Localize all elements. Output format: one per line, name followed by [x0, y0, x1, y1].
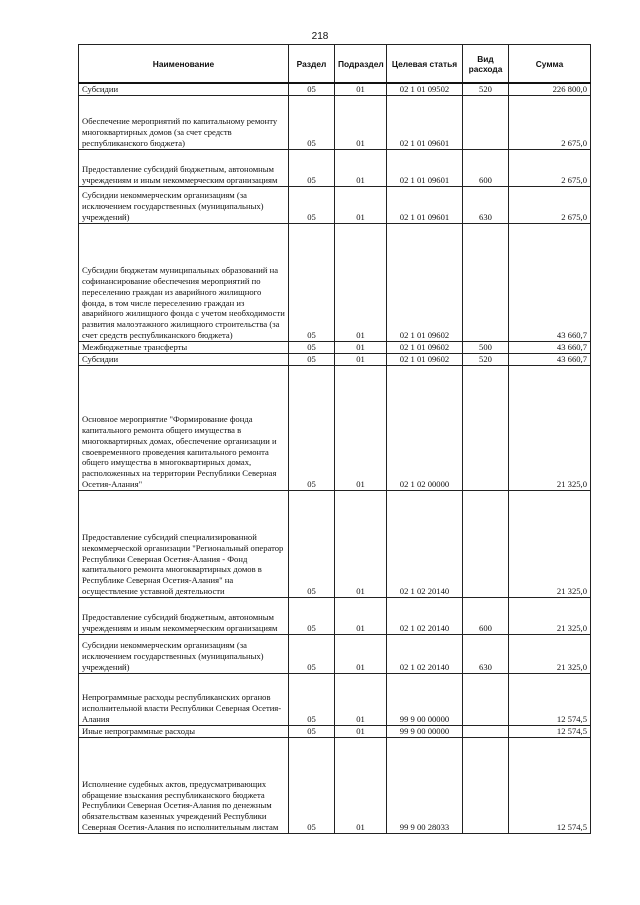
row-section: 05: [289, 365, 335, 490]
row-sum: 21 325,0: [509, 490, 591, 597]
row-sum: 21 325,0: [509, 634, 591, 673]
row-target: 02 1 02 00000: [387, 365, 463, 490]
header-target-item: Целевая статья: [387, 45, 463, 84]
row-name: Предоставление субсидий специализированной некоммерческой организации "Региональный оператор Республики Северная Осетия-Алания - Фонд капитального ремонта многоквартирных домов в Республике Северная Осетия-Алания" на осуществление уставной деятельности: [79, 490, 289, 597]
row-type: [463, 95, 509, 149]
row-type: 630: [463, 634, 509, 673]
table-row: [79, 365, 591, 490]
row-type: [463, 223, 509, 341]
table-row: [79, 341, 591, 353]
row-section: 05: [289, 490, 335, 597]
row-target: 02 1 01 09601: [387, 95, 463, 149]
row-name: Исполнение судебных актов, предусматривающих обращение взыскания республиканского бюджета Республики Северная Осетия-Алания по денежным обязательствам казенных учреждений Республики Северная Осетия-Алания по исполнительным листам: [79, 737, 289, 833]
row-section: 05: [289, 95, 335, 149]
row-section: 05: [289, 673, 335, 725]
row-subsection: 01: [335, 223, 387, 341]
table-row: [79, 634, 591, 673]
row-target: 02 1 02 20140: [387, 634, 463, 673]
row-target: 02 1 01 09602: [387, 341, 463, 353]
row-target: 99 9 00 00000: [387, 673, 463, 725]
row-subsection: 01: [335, 634, 387, 673]
row-sum: 12 574,5: [509, 725, 591, 737]
row-subsection: 01: [335, 490, 387, 597]
row-subsection: 01: [335, 149, 387, 186]
table-row: [79, 737, 591, 833]
row-target: 02 1 02 20140: [387, 490, 463, 597]
row-sum: 21 325,0: [509, 597, 591, 634]
row-section: 05: [289, 597, 335, 634]
row-target: 99 9 00 28033: [387, 737, 463, 833]
row-type: [463, 737, 509, 833]
row-name: Предоставление субсидий бюджетным, автономным учреждениям и иным некоммерческим организациям: [79, 597, 289, 634]
row-type: [463, 725, 509, 737]
row-type: 520: [463, 353, 509, 365]
row-sum: 12 574,5: [509, 737, 591, 833]
table-row: [79, 83, 591, 95]
row-target: 02 1 01 09601: [387, 186, 463, 223]
row-type: [463, 673, 509, 725]
row-sum: 43 660,7: [509, 223, 591, 341]
row-subsection: 01: [335, 95, 387, 149]
row-section: 05: [289, 634, 335, 673]
row-target: 02 1 01 09502: [387, 83, 463, 95]
row-sum: 12 574,5: [509, 673, 591, 725]
row-subsection: 01: [335, 83, 387, 95]
row-sum: 43 660,7: [509, 341, 591, 353]
row-sum: 2 675,0: [509, 186, 591, 223]
row-target: 99 9 00 00000: [387, 725, 463, 737]
table-row: [79, 95, 591, 149]
table-row: [79, 490, 591, 597]
row-name: Основное мероприятие "Формирование фонда капитального ремонта общего имущества в многоквартирных домах, обеспечение организации и своевременного проведения капитального ремонта общего имущества в многоквартирных домах, расположенных на территории Республики Северная Осетия-Алания": [79, 365, 289, 490]
header-subsection: Подраздел: [335, 45, 387, 84]
row-subsection: 01: [335, 341, 387, 353]
header-name: Наименование: [79, 45, 289, 84]
row-type: 500: [463, 341, 509, 353]
table-row: [79, 223, 591, 341]
row-type: [463, 490, 509, 597]
row-target: 02 1 01 09602: [387, 223, 463, 341]
table-row: [79, 673, 591, 725]
header-sum: Сумма: [509, 45, 591, 84]
row-subsection: 01: [335, 353, 387, 365]
table-row: [79, 149, 591, 186]
row-name: Субсидии: [79, 83, 289, 95]
row-name: Субсидии некоммерческим организациям (за исключением государственных (муниципальных) учреждений): [79, 186, 289, 223]
row-section: 05: [289, 725, 335, 737]
row-name: Межбюджетные трансферты: [79, 341, 289, 353]
budget-table: [78, 44, 591, 834]
row-type: 520: [463, 83, 509, 95]
row-type: [463, 365, 509, 490]
header-expense-type: Вид расхода: [463, 45, 509, 84]
row-section: 05: [289, 737, 335, 833]
table-row: [79, 725, 591, 737]
row-subsection: 01: [335, 737, 387, 833]
row-type: 600: [463, 149, 509, 186]
row-subsection: 01: [335, 725, 387, 737]
row-target: 02 1 02 20140: [387, 597, 463, 634]
table-row: [79, 597, 591, 634]
row-name: Непрограммные расходы республиканских органов исполнительной власти Республики Северная Осетия-Алания: [79, 673, 289, 725]
row-name: Обеспечение мероприятий по капитальному ремонту многоквартирных домов (за счет средств республиканского бюджета): [79, 95, 289, 149]
row-section: 05: [289, 186, 335, 223]
row-sum: 43 660,7: [509, 353, 591, 365]
row-section: 05: [289, 223, 335, 341]
row-sum: 21 325,0: [509, 365, 591, 490]
row-name: Субсидии: [79, 353, 289, 365]
table-row: [79, 353, 591, 365]
header-section: Раздел: [289, 45, 335, 84]
table-header-row: [79, 45, 591, 84]
row-section: 05: [289, 83, 335, 95]
row-sum: 2 675,0: [509, 149, 591, 186]
row-sum: 226 800,0: [509, 83, 591, 95]
row-section: 05: [289, 341, 335, 353]
row-name: Субсидии бюджетам муниципальных образований на софинансирование обеспечения мероприятий по переселению граждан из аварийного жилищного фонда, в том числе переселению граждан из аварийного жилищного фонда с учетом необходимости развития малоэтажного жилищного строительства (за счет средств республиканского бюджета): [79, 223, 289, 341]
row-target: 02 1 01 09601: [387, 149, 463, 186]
row-section: 05: [289, 149, 335, 186]
table-row: [79, 186, 591, 223]
row-subsection: 01: [335, 365, 387, 490]
row-section: 05: [289, 353, 335, 365]
row-subsection: 01: [335, 186, 387, 223]
row-target: 02 1 01 09602: [387, 353, 463, 365]
row-name: Иные непрограммные расходы: [79, 725, 289, 737]
row-subsection: 01: [335, 597, 387, 634]
row-name: Предоставление субсидий бюджетным, автономным учреждениям и иным некоммерческим организациям: [79, 149, 289, 186]
row-type: 600: [463, 597, 509, 634]
row-name: Субсидии некоммерческим организациям (за исключением государственных (муниципальных) учреждений): [79, 634, 289, 673]
row-type: 630: [463, 186, 509, 223]
page-number: 218: [311, 31, 329, 42]
row-subsection: 01: [335, 673, 387, 725]
row-sum: 2 675,0: [509, 95, 591, 149]
